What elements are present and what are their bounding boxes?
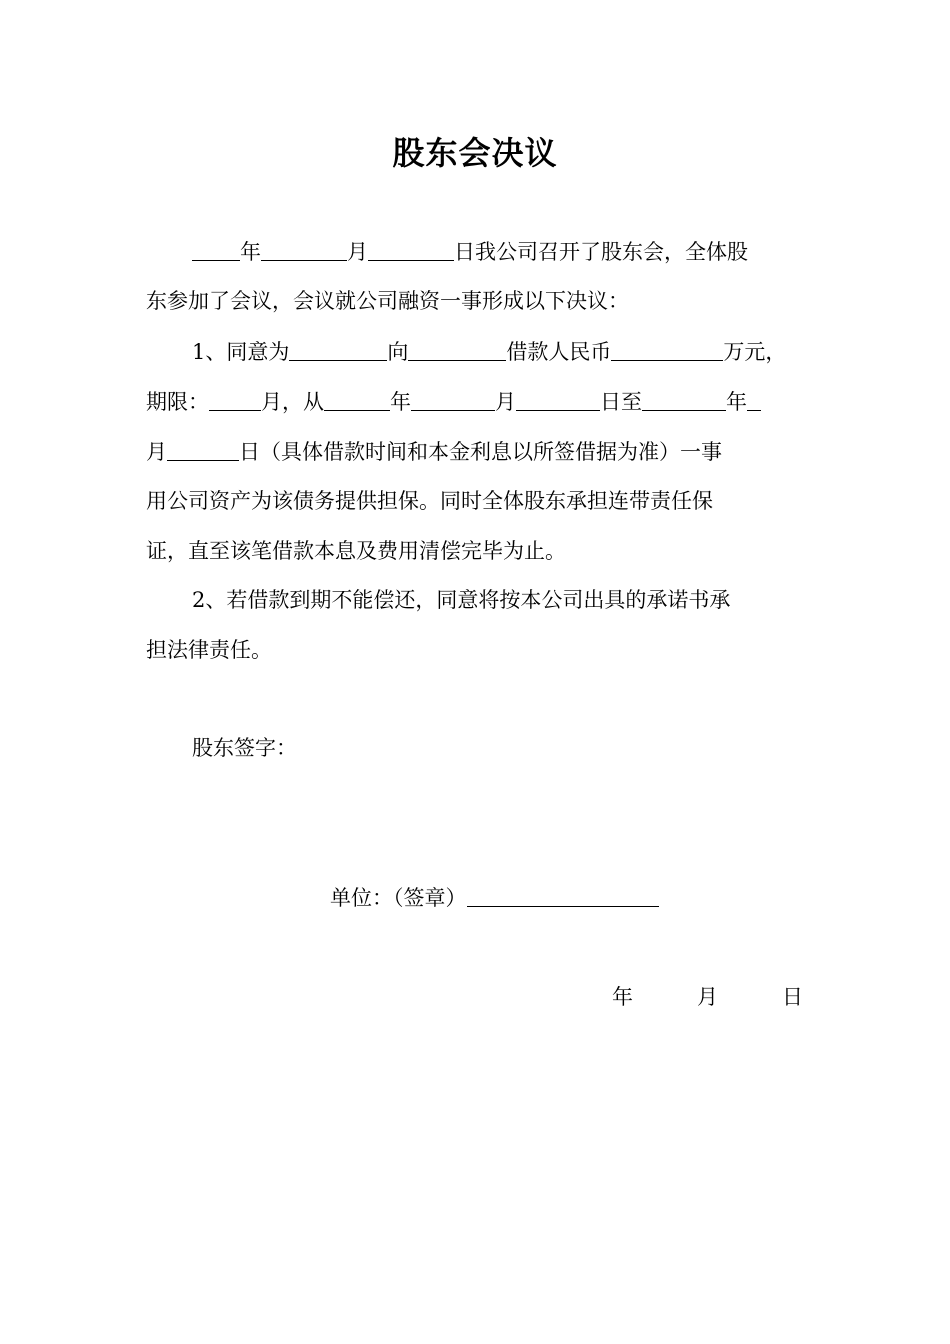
text-month-from: 月，从: [261, 390, 324, 414]
document-title: 股东会决议: [392, 134, 558, 172]
text-end-year: 年: [726, 390, 747, 414]
text-borrow-rmb: 借款人民币: [506, 340, 612, 364]
text-to: 向: [387, 340, 409, 364]
blank-term-months[interactable]: [209, 388, 261, 411]
blank-start-month[interactable]: [411, 388, 495, 411]
blank-start-day[interactable]: [516, 388, 600, 411]
blank-amount[interactable]: [611, 338, 723, 361]
date-year: 年: [612, 985, 633, 1009]
blank-year[interactable]: [192, 238, 240, 261]
date-row: [612, 982, 803, 1012]
text-loan-detail: 日（具体借款时间和本金利息以所签借据为准）一事: [239, 440, 722, 464]
blank-unit-seal[interactable]: [467, 884, 659, 907]
blank-month[interactable]: [261, 238, 347, 261]
blank-borrower[interactable]: [289, 338, 387, 361]
text-wanyuan: 万元，: [723, 340, 787, 364]
item1-line5: 证，直至该笔借款本息及费用清偿完毕为止。: [146, 539, 566, 563]
blank-end-day[interactable]: [167, 438, 239, 461]
text-end-month: 月: [146, 440, 167, 464]
blank-lender[interactable]: [408, 338, 506, 361]
date-day: 日: [782, 985, 803, 1009]
unit-seal-label: 单位：（签章）: [330, 886, 467, 910]
text-term: 期限：: [146, 390, 209, 414]
item2-line2: 担法律责任。: [146, 638, 272, 662]
text-month: 月: [347, 240, 368, 264]
para1-line1: [192, 236, 808, 266]
item2-line1: 2、若借款到期不能偿还，同意将按本公司出具的承诺书承: [192, 588, 731, 612]
date-month: 月: [697, 985, 718, 1009]
text-year: 年: [240, 240, 261, 264]
item1-line4: 用公司资产为该债务提供担保。同时全体股东承担连带责任保: [146, 489, 713, 513]
blank-end-year-tail[interactable]: [747, 388, 761, 411]
item1-line3: [146, 436, 808, 466]
unit-seal-row: [330, 882, 659, 913]
para1-line2: 东参加了会议，会议就公司融资一事形成以下决议：: [146, 289, 629, 313]
text-agree: 1、同意为: [192, 340, 290, 364]
shareholder-signature-label: 股东签字：: [192, 736, 297, 760]
text-start-month: 月: [495, 390, 516, 414]
blank-start-year[interactable]: [324, 388, 390, 411]
blank-day[interactable]: [368, 238, 454, 261]
blank-end-year[interactable]: [642, 388, 726, 411]
text-meeting: 日我公司召开了股东会，全体股: [454, 240, 748, 264]
text-start-year: 年: [390, 390, 411, 414]
item1-line1: [192, 336, 808, 366]
item1-line2: [146, 386, 808, 416]
text-start-day-to: 日至: [600, 390, 642, 414]
